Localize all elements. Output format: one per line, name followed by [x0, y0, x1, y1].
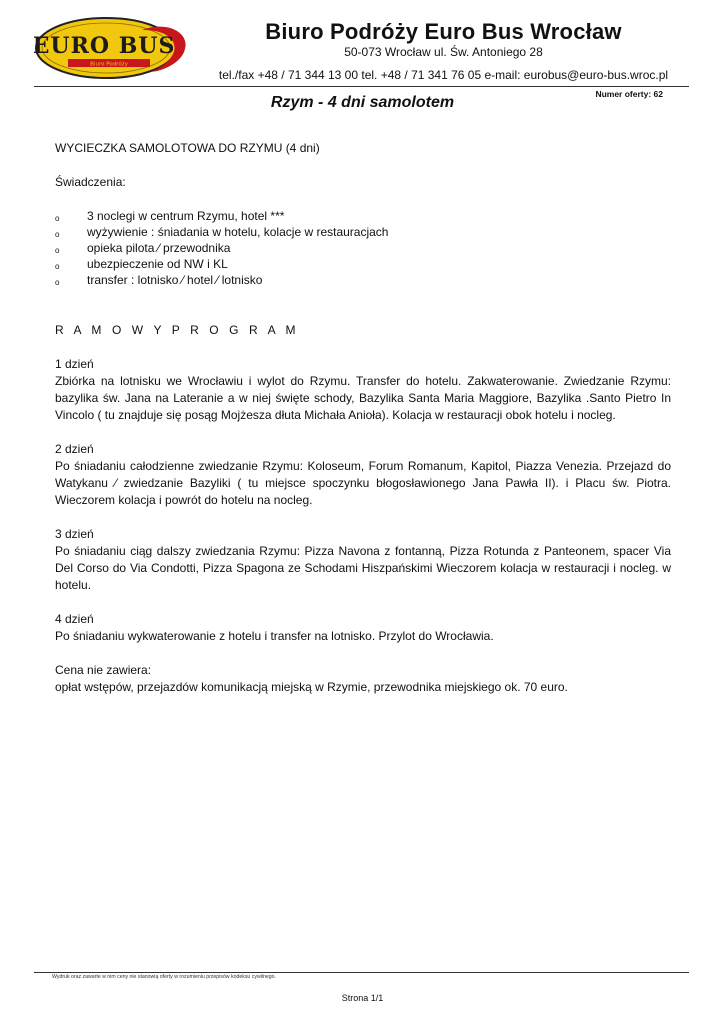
list-item	[55, 224, 671, 240]
list-item	[55, 208, 671, 224]
benefit-text: 3 noclegi w centrum Rzymu, hotel ***	[87, 209, 285, 223]
list-item	[55, 256, 671, 272]
day-4-text: Po śniadaniu wykwaterowanie z hotelu i transfer na lotnisko. Przylot do Wrocławia.	[55, 629, 494, 643]
company-address: 50-073 Wrocław ul. Św. Antoniego 28	[344, 45, 543, 59]
day-3-label: 3 dzień	[55, 527, 94, 541]
list-item	[55, 272, 671, 288]
benefit-text: wyżywienie : śniadania w hotelu, kolacje w restauracjach	[87, 225, 389, 239]
bullet-icon: o	[55, 246, 60, 255]
bullet-icon: o	[55, 214, 60, 223]
footer-divider	[34, 972, 689, 973]
day-3-text: Po śniadaniu ciąg dalszy zwiedzania Rzymu: Pizza Navona z fontanną, Pizza Rotunda z Panteonem, spacer Via Del Corso do Via Condotti, Pizza Spagona ze Schodami Hiszpańskimi Wieczorem kolacja w restauracji i nocleg. w hotelu.	[55, 544, 671, 592]
offer-title: Rzym - 4 dni samolotem	[270, 94, 455, 111]
day-1-text: Zbiórka na lotnisku we Wrocławiu i wylot do Rzymu. Transfer do hotelu. Zakwaterowanie. Zwiedzanie Rzymu: bazylika św. Jana na Lateranie a w niej święte schody, Bazylika Santa Maria Maggiore, Bazylika .Santo Pietro In Vincolo ( tu znajduje się posąg Mojżesza dłuta Michała Anioła). Kolacja w restauracji obok hotelu i nocleg.	[55, 374, 671, 422]
bullet-icon: o	[55, 262, 60, 271]
euro-bus-logo	[34, 12, 192, 82]
footer-disclaimer: Wydruk oraz zawarte w nim ceny nie stanowią oferty w rozumieniu przepisów kodeksu cywilnego.	[52, 974, 276, 980]
benefits-list	[55, 208, 671, 288]
offer-number: Numer oferty: 62	[595, 89, 663, 99]
company-name: Biuro Podróży Euro Bus Wrocław	[265, 19, 622, 44]
benefits-heading: Świadczenia:	[55, 175, 126, 189]
excluded-text: opłat wstępów, przejazdów komunikacją miejską w Rzymie, przewodnika miejskiego ok. 70 euro.	[55, 680, 568, 694]
bullet-icon: o	[55, 278, 60, 287]
benefit-text: transfer : lotnisko ⁄ hotel ⁄ lotnisko	[87, 273, 263, 287]
day-1-label: 1 dzień	[55, 357, 94, 371]
day-4-label: 4 dzień	[55, 612, 94, 626]
list-item	[55, 240, 671, 256]
page-number: Strona 1/1	[341, 993, 384, 1003]
logo-subtext: Biuro Podróży	[90, 61, 128, 68]
logo-text: EURO BUS	[34, 33, 176, 59]
offer-content	[55, 140, 671, 696]
day-2-text: Po śniadaniu całodzienne zwiedzanie Rzymu: Koloseum, Forum Romanum, Kapitol, Piazza Venezia. Przejazd do Watykanu ⁄ zwiedzanie Bazyliki ( tu miejsce spoczynku błogosławionego Jana Pawła II). i Placu św. Piotra. Wieczorem kolacja i powrót do hotelu na nocleg.	[55, 459, 671, 507]
trip-intro: WYCIECZKA SAMOLOTOWA DO RZYMU (4 dni)	[55, 141, 320, 155]
excluded-heading: Cena nie zawiera:	[55, 663, 152, 677]
header-divider	[34, 86, 689, 87]
day-2-label: 2 dzień	[55, 442, 94, 456]
program-heading: R A M O W Y P R O G R A M	[55, 323, 300, 337]
benefit-text: ubezpieczenie od NW i KL	[87, 257, 228, 271]
bullet-icon: o	[55, 230, 60, 239]
company-contact: tel./fax +48 / 71 344 13 00 tel. +48 / 71 341 76 05 e-mail: eurobus@euro-bus.wroc.pl	[218, 68, 669, 82]
benefit-text: opieka pilota ⁄ przewodnika	[87, 241, 231, 255]
